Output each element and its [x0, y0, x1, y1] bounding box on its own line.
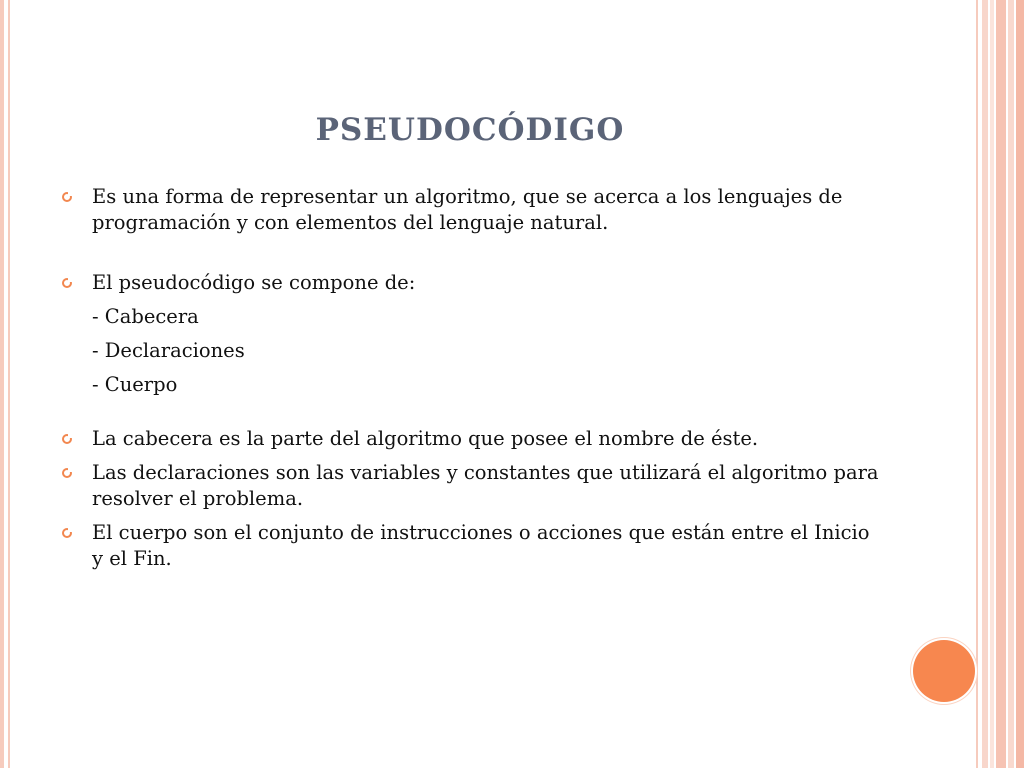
bullet-text: El pseudocódigo se compone de: [92, 271, 416, 294]
slide-title: PSEUDOCÓDIGO [315, 112, 625, 148]
component-item: - Cabecera [92, 305, 199, 328]
bullet-circle-icon [62, 468, 72, 478]
bullet-declaraciones [62, 460, 882, 512]
right-border-stripe [982, 0, 988, 768]
bullet-composition [62, 270, 882, 296]
bullet-text: Las declaraciones son las variables y constantes que utilizará el algoritmo para resolver el problema. [92, 461, 879, 510]
right-border-stripe [1008, 0, 1014, 768]
right-border-stripe [976, 0, 978, 768]
bullet-cuerpo [62, 520, 882, 572]
bullet-cabecera [62, 426, 882, 452]
decorative-circle [913, 640, 975, 702]
bullet-circle-icon [62, 278, 72, 288]
right-border-stripe [990, 0, 994, 768]
bullet-text: Es una forma de representar un algoritmo, que se acerca a los lenguajes de programación y con elementos del lenguaje natural. [92, 185, 843, 234]
slide-body [62, 184, 882, 572]
right-border-stripe [1016, 0, 1024, 768]
bullet-circle-icon [62, 434, 72, 444]
bullet-text: El cuerpo son el conjunto de instrucciones o acciones que están entre el Inicio y el Fin. [92, 521, 870, 570]
right-border-stripe [996, 0, 1006, 768]
bullet-definition [62, 184, 882, 236]
component-item: - Cuerpo [92, 373, 178, 396]
bullet-text: La cabecera es la parte del algoritmo que posee el nombre de éste. [92, 427, 759, 450]
bullet-circle-icon [62, 192, 72, 202]
component-item: - Declaraciones [92, 339, 245, 362]
bullet-circle-icon [62, 528, 72, 538]
